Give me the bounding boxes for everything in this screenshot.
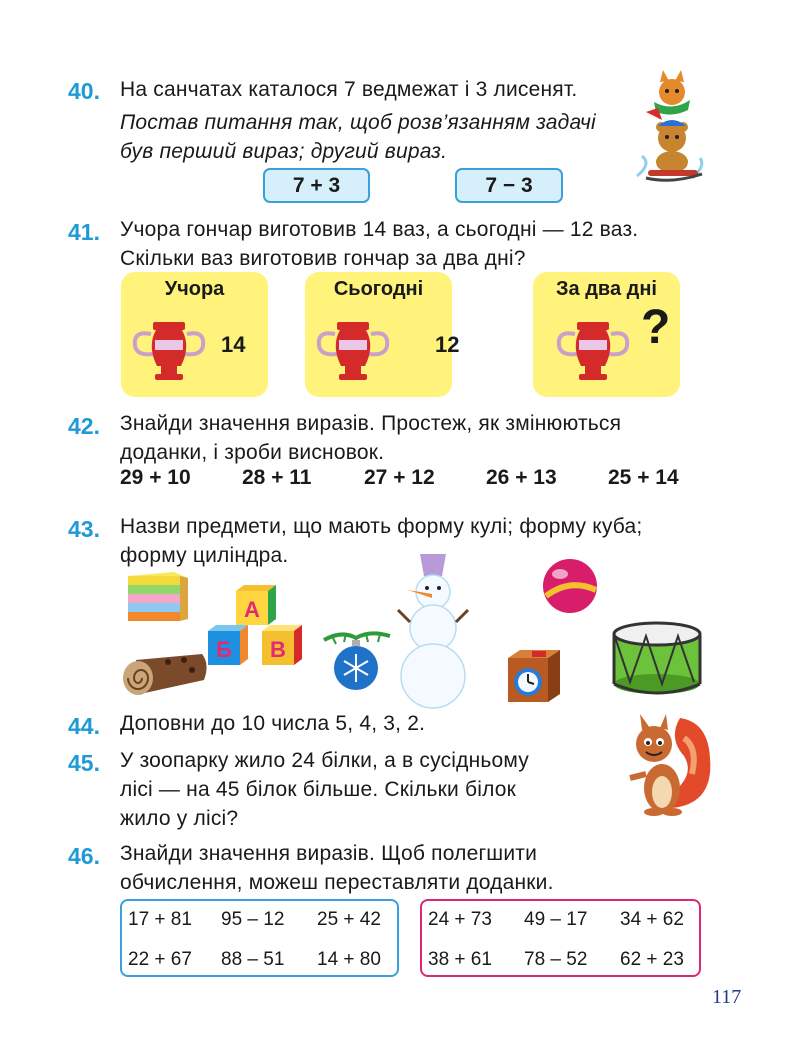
squirrel-icon [618,708,718,820]
task-46-expr: 38 + 61 [428,949,492,970]
task-41-line1: Учора гончар виготовив 14 ваз, а сьогодні — 12 ваз. [120,218,639,241]
log-cake-icon [118,652,210,702]
vase-icon [313,316,393,386]
card-today [305,272,460,397]
card-two-days-title: За два дні [556,278,657,300]
task-40-line3: був перший вираз; другий вираз. [120,140,448,163]
task-42-line2: доданки, і зроби висновок. [120,441,385,464]
task-42-expr: 27 + 12 [364,466,435,489]
task-46-expr: 62 + 23 [620,949,684,970]
task-46-expr: 14 + 80 [317,949,381,970]
task-46-line2: обчислення, можеш переставляти доданки. [120,871,554,894]
sticky-notes-icon [122,568,192,626]
task-46-expr: 17 + 81 [128,909,192,930]
task-46-expr: 49 – 17 [524,909,588,930]
task-45-line2: лісі — на 45 білок більше. Скільки білок [120,778,517,801]
task-46-expr: 88 – 51 [221,949,285,970]
task-46-expr: 25 + 42 [317,909,381,930]
task-42-expr: 29 + 10 [120,466,191,489]
task-42-expr: 28 + 11 [242,466,312,489]
task-46-number: 46. [68,843,100,869]
task-40-line2: Постав питання так, щоб розв’язанням задачі [120,111,596,134]
ball-icon [538,556,604,616]
task-46-line1: Знайди значення виразів. Щоб полегшити [120,842,538,865]
task-46-box-1 [120,899,399,977]
task-40-expr1: 7 + 3 [263,168,370,203]
task-40-number: 40. [68,78,100,104]
task-43-line2: форму циліндра. [120,544,289,567]
block-letter-v: В [270,637,286,662]
snowman-icon [392,552,474,710]
drum-icon [608,620,706,696]
task-43-number: 43. [68,516,100,542]
task-45-number: 45. [68,750,100,776]
task-40-expr2: 7 − 3 [455,168,563,203]
task-42-expr: 25 + 14 [608,466,679,489]
christmas-ornament-icon [322,628,392,692]
task-44-line1: Доповни до 10 числа 5, 4, 3, 2. [120,712,426,735]
task-46-box-2 [420,899,701,977]
task-43-line1: Назви предмети, що мають форму кулі; форму куба; [120,515,643,538]
task-46-expr: 24 + 73 [428,909,492,930]
task-46-expr: 95 – 12 [221,909,285,930]
card-today-value: 12 [435,332,460,357]
letter-blocks-icon [206,585,314,685]
vase-icon [129,316,209,386]
task-42-expressions [120,466,679,490]
task-41-number: 41. [68,219,100,245]
task-42-expr: 26 + 13 [486,466,557,489]
card-yesterday [121,272,268,397]
card-two-days-question: ? [641,301,671,354]
task-40-line1: На санчатах каталося 7 ведмежат і 3 лисенят. [120,78,578,101]
task-45-line1: У зоопарку жило 24 білки, а в сусідньому [120,749,529,772]
block-letter-a: А [244,597,260,622]
page-number: 117 [712,986,742,1008]
clock-box-icon [504,648,564,706]
vase-icon [553,316,633,386]
task-46-expr: 34 + 62 [620,909,684,930]
card-two-days [533,272,680,397]
card-yesterday-value: 14 [221,332,246,357]
task-42-line1: Знайди значення виразів. Простеж, як змінюються [120,412,622,435]
task-46-expr: 22 + 67 [128,949,192,970]
block-letter-b: Б [216,637,232,662]
card-today-title: Сьогодні [333,278,424,300]
task-42-number: 42. [68,413,100,439]
task-45-line3: жило у лісі? [120,807,239,830]
card-yesterday-title: Учора [164,278,225,300]
bear-fox-sled-icon [632,66,712,188]
task-46-expr: 78 – 52 [524,949,588,970]
task-44-number: 44. [68,713,100,739]
task-41-line2: Скільки ваз виготовив гончар за два дні? [120,247,526,270]
